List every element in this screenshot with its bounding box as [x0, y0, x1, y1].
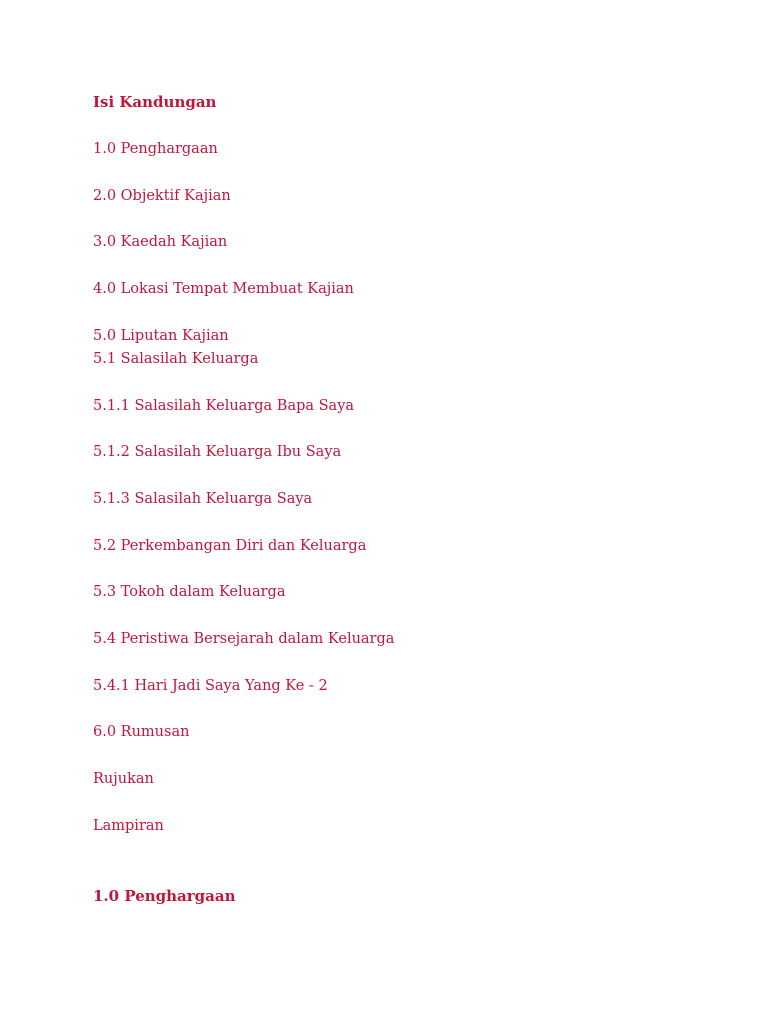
toc-item-peristiwa: 5.4 Peristiwa Bersejarah dalam Keluarga — [93, 631, 395, 647]
toc-item-penghargaan: 1.0 Penghargaan — [93, 141, 218, 157]
toc-item-salasilah-bapa: 5.1.1 Salasilah Keluarga Bapa Saya — [93, 398, 355, 414]
toc-item-kaedah-kajian: 3.0 Kaedah Kajian — [93, 234, 228, 250]
toc-item-salasilah-saya: 5.1.3 Salasilah Keluarga Saya — [93, 491, 313, 507]
toc-item-perkembangan-diri: 5.2 Perkembangan Diri dan Keluarga — [93, 538, 367, 554]
toc-item-objektif-kajian: 2.0 Objektif Kajian — [93, 188, 231, 204]
toc-item-rujukan: Rujukan — [93, 771, 154, 787]
toc-item-tokoh: 5.3 Tokoh dalam Keluarga — [93, 584, 286, 600]
toc-item-salasilah-ibu: 5.1.2 Salasilah Keluarga Ibu Saya — [93, 444, 342, 460]
toc-item-hari-jadi: 5.4.1 Hari Jadi Saya Yang Ke - 2 — [93, 678, 328, 694]
toc-item-lokasi: 4.0 Lokasi Tempat Membuat Kajian — [93, 281, 354, 297]
toc-item-lampiran: Lampiran — [93, 818, 164, 834]
section-heading: 1.0 Penghargaan — [93, 887, 236, 905]
toc-item-salasilah-keluarga: 5.1 Salasilah Keluarga — [93, 351, 259, 367]
toc-item-rumusan: 6.0 Rumusan — [93, 724, 190, 740]
toc-heading: Isi Kandungan — [93, 93, 217, 111]
toc-item-liputan-kajian: 5.0 Liputan Kajian — [93, 328, 229, 344]
